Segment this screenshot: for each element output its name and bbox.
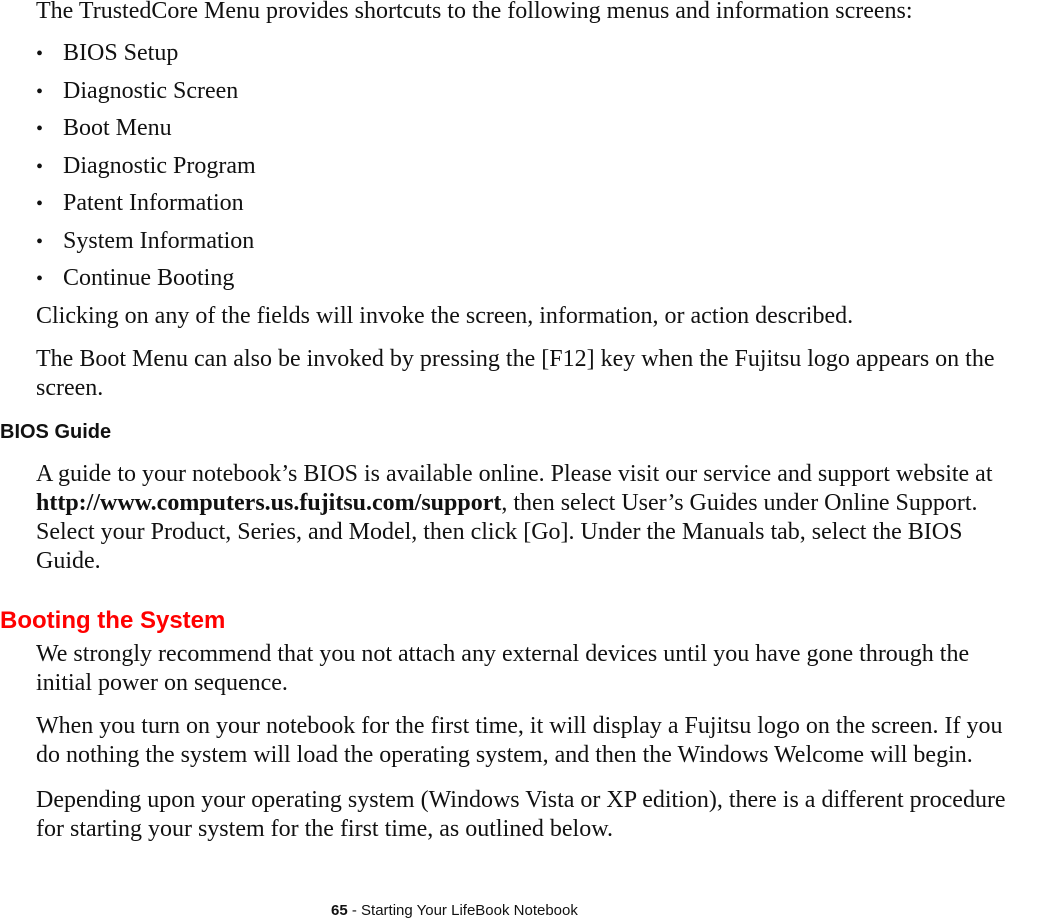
intro-text: The TrustedCore Menu provides shortcuts to the following menus and information screens:	[36, 0, 913, 24]
page-number: 65	[331, 902, 348, 919]
list-item-label: BIOS Setup	[63, 40, 179, 66]
bullet-icon: •	[36, 193, 44, 215]
list-item	[36, 114, 172, 144]
bullet-icon: •	[36, 118, 44, 140]
booting-paragraph-line: do nothing the system will load the operating system, and then the Windows Welcome will begin.	[36, 742, 973, 768]
booting-paragraph-line: We strongly recommend that you not attach any external devices until you have gone through the	[36, 641, 970, 667]
list-item-label: Diagnostic Screen	[63, 78, 239, 104]
list-item	[36, 152, 256, 182]
bullet-icon: •	[36, 268, 44, 290]
booting-paragraph-line: for starting your system for the first time, as outlined below.	[36, 816, 613, 842]
list-item	[36, 77, 238, 107]
bullet-icon: •	[36, 156, 44, 178]
bios-guide-text: , then select User’s Guides under Online Support.	[501, 490, 978, 516]
booting-paragraph-line: When you turn on your notebook for the first time, it will display a Fujitsu logo on the screen. If you	[36, 713, 1003, 739]
list-item-label: Boot Menu	[63, 115, 172, 141]
bios-guide-line: Guide.	[36, 548, 101, 574]
list-item	[36, 264, 234, 294]
bios-guide-heading: BIOS Guide	[0, 421, 112, 443]
list-item-label: System Information	[63, 228, 255, 254]
bullet-icon: •	[36, 231, 44, 253]
booting-paragraph-line: initial power on sequence.	[36, 670, 288, 696]
list-item-label: Diagnostic Program	[63, 153, 256, 179]
footer-separator: -	[347, 902, 362, 919]
clicking-paragraph: Clicking on any of the fields will invoke the screen, information, or action described.	[36, 303, 854, 329]
bios-guide-line: A guide to your notebook’s BIOS is available online. Please visit our service and support website at	[36, 461, 993, 487]
booting-paragraph-line: Depending upon your operating system (Windows Vista or XP edition), there is a different procedure	[36, 787, 1006, 813]
footer-title: Starting Your LifeBook Notebook	[361, 902, 578, 919]
page-footer	[331, 902, 578, 920]
booting-heading: Booting the System	[0, 607, 226, 634]
bullet-icon: •	[36, 43, 44, 65]
list-item	[36, 189, 244, 219]
list-item-label: Continue Booting	[63, 265, 235, 291]
list-item-label: Patent Information	[63, 190, 244, 216]
support-url-link[interactable]: http://www.computers.us.fujitsu.com/support	[36, 490, 502, 516]
bios-guide-line: Select your Product, Series, and Model, then click [Go]. Under the Manuals tab, select the BIOS	[36, 519, 963, 545]
list-item	[36, 227, 254, 257]
list-item	[36, 39, 178, 69]
bullet-icon: •	[36, 81, 44, 103]
boot-menu-paragraph-line: screen.	[36, 375, 104, 401]
bios-guide-line	[36, 489, 978, 518]
boot-menu-paragraph-line: The Boot Menu can also be invoked by pressing the [F12] key when the Fujitsu logo appears on the	[36, 346, 995, 372]
